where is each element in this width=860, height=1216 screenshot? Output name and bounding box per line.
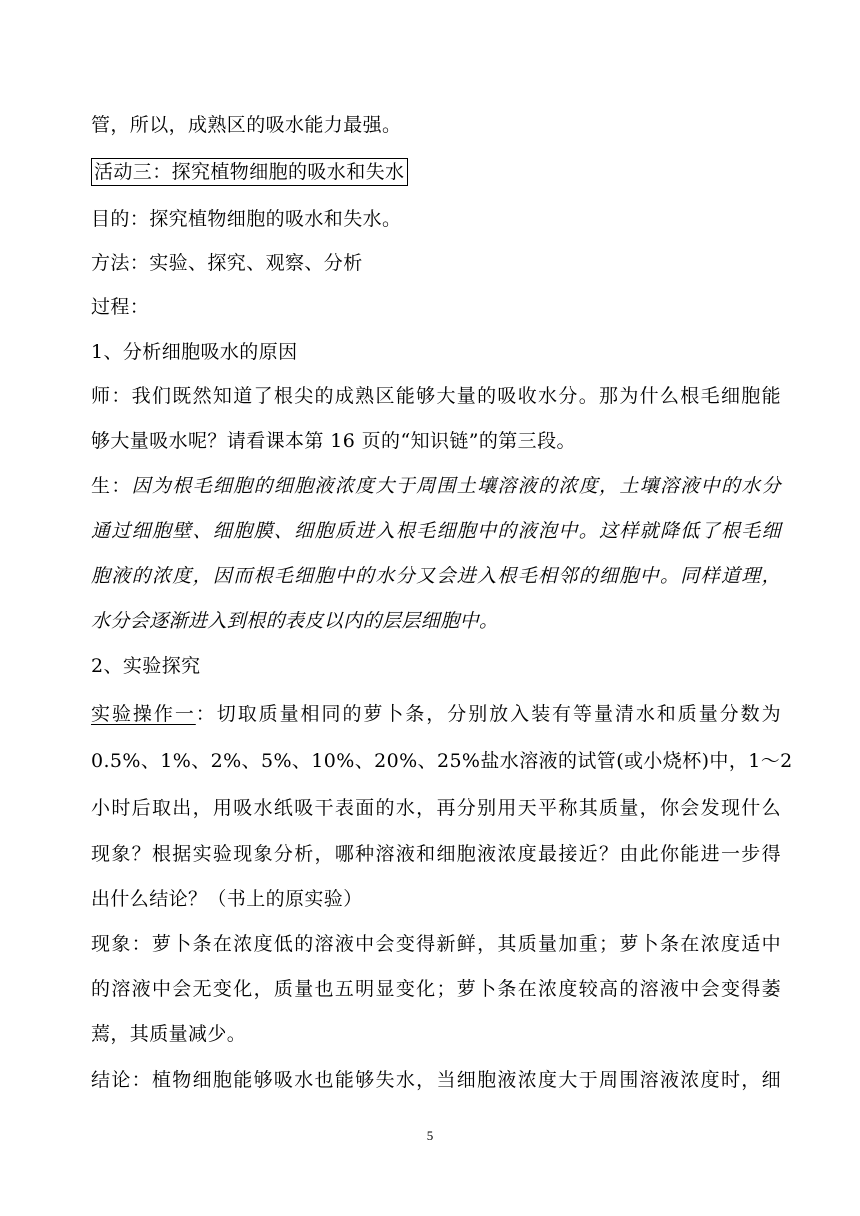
speaker-label: 生： [91,475,132,497]
activity-heading-line [91,152,781,192]
text-line: 0.5%、1%、2%、5%、10%、20%、25%盐水溶液的试管(或小烧杯)中，1～2 [91,750,793,772]
text-line: 现象？根据实验现象分析，哪种溶液和细胞液浓度最接近？由此你能进一步得 [91,843,781,865]
section-heading: 2、实验探究 [91,655,201,677]
student-answer-line: 胞液的浓度，因而根毛细胞中的水分又会进入根毛相邻的细胞中。同样道理， [91,565,781,587]
text-line: 蔫，其质量减少。 [91,1023,247,1045]
text-line: 目的：探究植物细胞的吸水和失水。 [91,208,402,230]
text-line: 管，所以，成熟区的吸水能力最强。 [91,114,402,136]
italic-answer-text: 因为根毛细胞的细胞液浓度大于周围土壤溶液的浓度，土壤溶液中的水分 [131,475,781,497]
text-line: 够大量吸水呢？请看课本第 16 页的“知识链”的第三段。 [91,430,576,452]
experiment-text: ：切取质量相同的萝卜条，分别放入装有等量清水和质量分数为 [195,703,781,725]
page-number: 5 [426,1128,434,1143]
activity-heading-box: 活动三：探究植物细胞的吸水和失水 [91,158,408,186]
text-line: 现象：萝卜条在浓度低的溶液中会变得新鲜，其质量加重；萝卜条在浓度适中 [91,933,781,955]
student-answer-line: 水分会逐渐进入到根的表皮以内的层层细胞中。 [91,610,499,632]
underlined-label: 实验操作一 [91,703,196,725]
text-line: 出什么结论？（书上的原实验） [91,888,363,910]
text-line: 方法：实验、探究、观察、分析 [91,252,363,274]
text-line: 结论：植物细胞能够吸水也能够失水，当细胞液浓度大于周围溶液浓度时，细 [91,1069,781,1091]
student-answer-line [91,466,781,506]
text-line: 小时后取出，用吸水纸吸干表面的水，再分别用天平称其质量，你会发现什么 [91,797,781,819]
text-line: 师：我们既然知道了根尖的成熟区能够大量的吸收水分。那为什么根毛细胞能 [91,385,781,407]
section-heading: 1、分析细胞吸水的原因 [91,341,298,363]
text-line: 的溶液中会无变化，质量也五明显变化；萝卜条在浓度较高的溶液中会变得萎 [91,978,781,1000]
experiment-line [91,694,781,734]
text-line: 过程： [91,296,150,318]
student-answer-line: 通过细胞壁、细胞膜、细胞质进入根毛细胞中的液泡中。这样就降低了根毛细 [91,520,781,542]
